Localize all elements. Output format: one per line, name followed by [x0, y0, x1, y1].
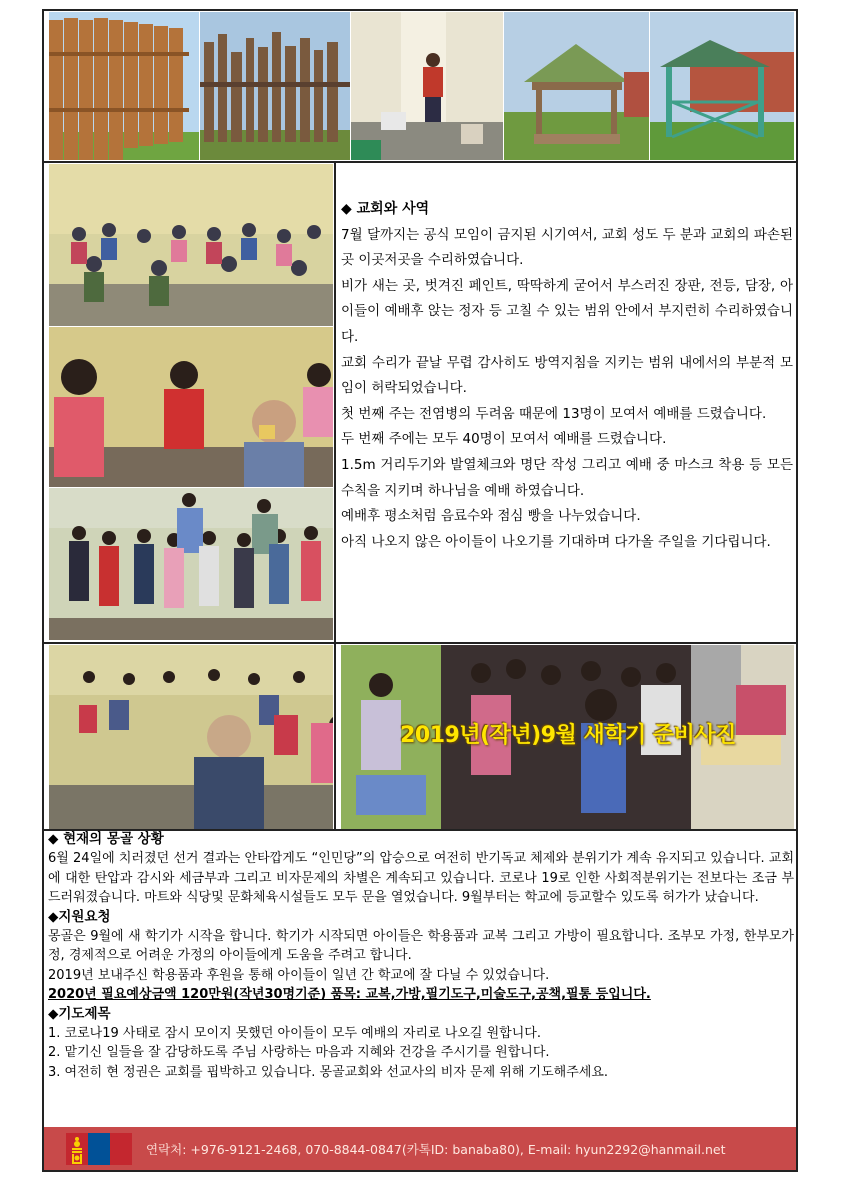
church-paragraph: 7월 달까지는 공식 모임이 금지된 시기여서, 교회 성도 두 분과 교회의 파손된 곳 이곳저곳을 수리하였습니다. — [341, 226, 793, 269]
church-paragraph: 아직 나오지 않은 아이들이 나오기를 기대하며 다가올 주일을 기다립니다. — [341, 533, 771, 550]
church-paragraph: 교회 수리가 끝날 무렵 감사히도 방역지침을 지키는 범위 내에서의 부분적 모임이 허락되었습니다. — [341, 354, 793, 397]
contact-text: 연락처: +976-9121-2468, 070-8844-0847(카톡ID: banaba80), E-mail: hyun2292@hanmail.net — [146, 1142, 726, 1157]
photo-children-seated — [49, 164, 333, 326]
photo-caption: 2019년(작년)9월 새학기 준비사진 — [400, 723, 736, 748]
photo-gazebo-old — [504, 12, 649, 160]
divider-photos — [334, 643, 336, 830]
photo-fence-old — [200, 12, 350, 160]
support-body: 몽골은 9월에 새 학기가 시작을 합니다. 학기가 시작되면 아이들은 학용품과 교복 그리고 가방이 필요합니다. 조부모 가정, 한부모가정, 경제적으로 어려운 가정의 아이들에게 도움을 주려고 합니다. — [48, 929, 794, 964]
mongolia-body: 6월 24일에 치러졌던 선거 결과는 안타깝게도 “인민당”의 압승으로 여전히 반기독교 체제와 분위기가 계속 유지되고 있습니다. 교회에 대한 탄압과 감시와 세금부과 그리고 비자문제의 차별은 계속되고 있습니다. 코로나 19로 인한 사회적분위기는 전보다는 조금 부드러워졌습니다. 마트와 식당및 문화체육시설들도 모두 문을 열었습니다. 9월부터는 학교에 등교할수 있도록 허가가 났습니다. — [48, 851, 794, 906]
church-paragraph: 첫 번째 주는 전염병의 두려움 때문에 13명이 모여서 예배를 드렸습니다. — [341, 405, 767, 422]
church-paragraph: 비가 새는 곳, 벗겨진 페인트, 딱딱하게 굳어서 부스러진 장판, 전등, 담장, 아이들이 예배후 앉는 정자 등 고칠 수 있는 범위 안에서 부지런히 수리하였습니다. — [341, 277, 793, 345]
prayer-heading: ◆기도제목 — [48, 1005, 111, 1022]
photo-fence-new — [49, 12, 199, 160]
divider-middle — [44, 642, 796, 644]
church-paragraph: 1.5m 거리두기와 발열체크와 명단 작성 그리고 예배 중 마스크 착용 등 모든 수칙을 지키며 하나님을 예배 하였습니다. — [341, 456, 793, 499]
lower-section — [48, 830, 794, 1082]
prayer-item: 2. 맡기신 일들을 잘 감당하도록 주님 사랑하는 마음과 지혜와 건강을 주시기를 원합니다. — [48, 1045, 550, 1061]
church-paragraph: 예배후 평소처럼 음료수와 점심 빵을 나누었습니다. — [341, 508, 641, 525]
photo-gazebo-green — [650, 12, 794, 160]
church-paragraph: 두 번째 주에는 모두 40명이 모여서 예배를 드렸습니다. — [341, 431, 667, 448]
footer-contact-bar — [44, 1127, 796, 1170]
prayer-item: 1. 코로나19 사태로 잠시 모이지 못했던 아이들이 모두 예배의 자리로 나오길 원합니다. — [48, 1026, 541, 1042]
photo-children-standing — [49, 488, 333, 640]
prayer-item: 3. 여전히 현 정권은 교회를 핍박하고 있습니다. 몽골교회와 선교사의 비자 문제 위해 기도해주세요. — [48, 1064, 609, 1080]
mongolia-heading: ◆ 현재의 몽골 상황 — [48, 831, 164, 847]
divider-column — [334, 162, 336, 643]
photo-woman-painting — [351, 12, 503, 160]
church-heading: ◆ 교회와 사역 — [341, 201, 430, 217]
support-body-2019: 2019년 보내주신 학용품과 후원을 통해 아이들이 일년 간 학교에 잘 다닐 수 있었습니다. — [48, 967, 550, 983]
church-section — [341, 197, 793, 555]
divider-top — [44, 161, 796, 163]
support-budget: 2020년 필요예상금액 120만원(작년30명기준) 품목: 교복,가방,필기도구,미술도구,공책,필통 등입니다. — [48, 987, 651, 1003]
support-heading: ◆지원요청 — [48, 908, 111, 925]
mongolia-flag-icon — [66, 1133, 132, 1165]
photo-children-drinking — [49, 327, 333, 487]
photo-children-in-chairs — [49, 645, 333, 829]
